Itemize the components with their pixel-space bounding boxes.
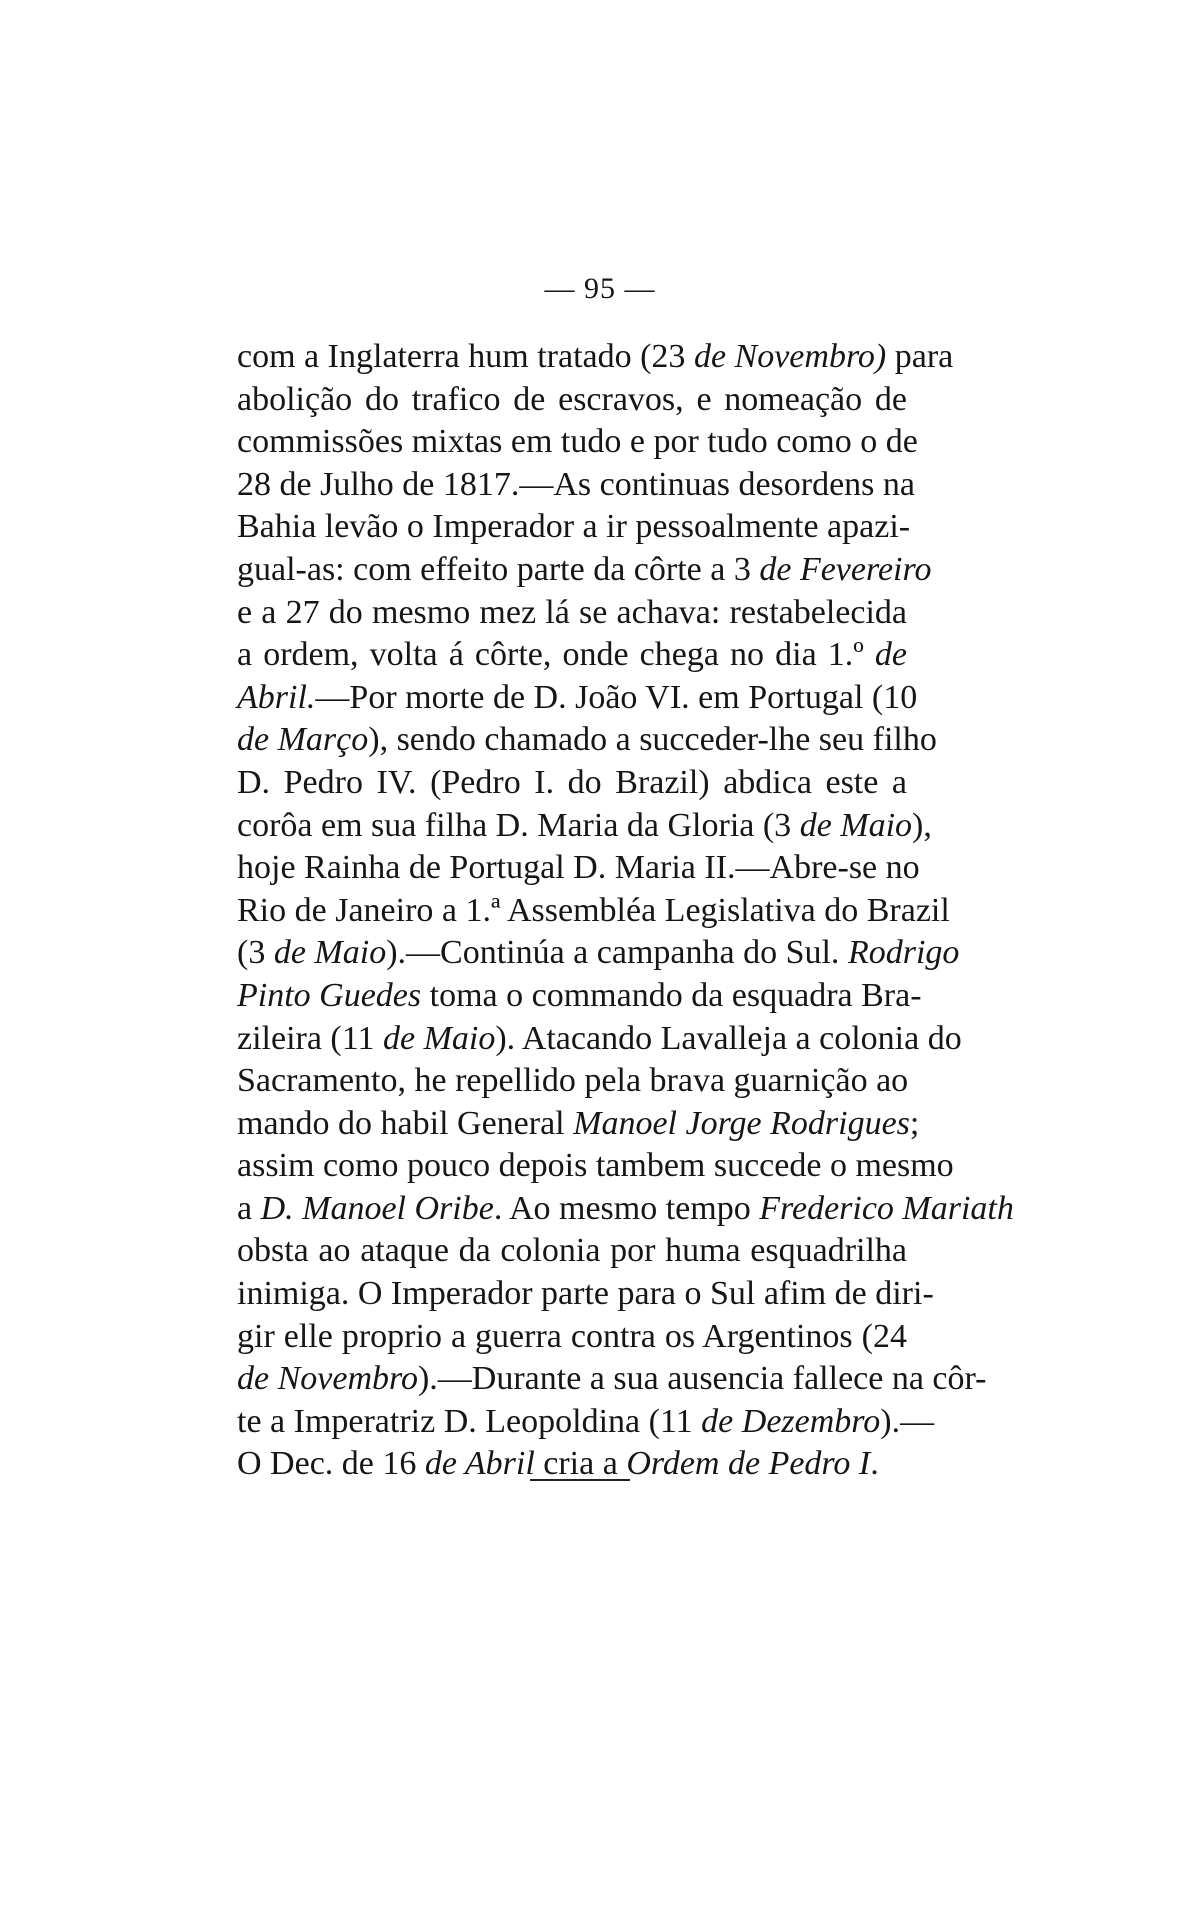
text-line (237, 592, 907, 635)
text-line (237, 890, 950, 933)
italic-run: Pinto Guedes (237, 976, 422, 1014)
text-line (237, 464, 916, 507)
text-run: Rio de Janeiro a 1.ª Assembléa Legislativa do Brazil (237, 891, 950, 929)
text-run: 28 de Julho de 1817.—As continuas desordens na (237, 465, 916, 503)
text-line (237, 1230, 907, 1273)
text-run: para (886, 338, 954, 375)
text-line (237, 1273, 934, 1316)
text-line (237, 1103, 920, 1146)
italic-run: Manoel Jorge Rodrigues (573, 1104, 910, 1142)
text-line (237, 1145, 954, 1188)
text-line (237, 634, 907, 677)
text-run: ), (912, 806, 932, 844)
text-run: . (870, 1445, 879, 1483)
text-run: zileira (11 (237, 1019, 383, 1057)
text-run: toma o commando da esquadra Bra- (421, 976, 922, 1014)
text-run: com a Inglaterra hum tratado (23 (237, 338, 694, 375)
text-line (237, 549, 932, 592)
text-run: . Ao mesmo tempo (493, 1189, 760, 1227)
text-run: Sacramento, he repellido pela brava guarnição ao (237, 1062, 909, 1100)
text-run: obsta ao ataque da colonia por huma esquadrilha (237, 1232, 907, 1270)
italic-run: de Fevereiro (759, 550, 932, 588)
text-run: O Dec. de 16 (237, 1445, 425, 1483)
text-run: gual-as: com effeito parte da côrte a 3 (237, 550, 760, 588)
text-line (237, 1188, 1014, 1231)
italic-run: de Novembro) (693, 338, 887, 375)
text-run: ; (909, 1104, 920, 1142)
text-run: gir elle proprio a guerra contra os Argentinos (24 (237, 1317, 907, 1355)
text-run: e a 27 do mesmo mez lá se achava: restabelecida (237, 593, 907, 631)
text-line (237, 932, 960, 975)
italic-run: de Maio (273, 934, 387, 972)
text-run: commissões mixtas em tudo e por tudo como o de (237, 423, 918, 461)
text-line (237, 762, 907, 805)
italic-run: de Abril (424, 1445, 535, 1483)
italic-run: de Março (237, 721, 369, 759)
text-line (237, 336, 954, 379)
text-run: hoje Rainha de Portugal D. Maria II.—Abre-se no (237, 849, 920, 887)
text-run: a (237, 1189, 261, 1227)
text-line (237, 1401, 935, 1444)
text-line (237, 975, 922, 1018)
italic-run: de (874, 636, 907, 674)
body-text (237, 336, 1014, 1486)
text-run: corôa em sua filha D. Maria da Gloria (3 (237, 806, 800, 844)
text-run: inimiga. O Imperador parte para o Sul afim de diri- (237, 1275, 934, 1313)
text-run: cria a (534, 1445, 627, 1483)
text-run: a ordem, volta á côrte, onde chega no dia 1.º (237, 636, 875, 674)
italic-run: Rodrigo (847, 934, 960, 972)
text-run: mando do habil General (237, 1104, 574, 1142)
text-line (237, 506, 911, 549)
text-run: ).—Continúa a campanha do Sul. (386, 934, 848, 972)
text-line (237, 719, 937, 762)
italic-run: Frederico Mariath (759, 1189, 1014, 1227)
text-run: Bahia levão o Imperador a ir pessoalmente apazi- (237, 508, 911, 546)
page-number: — 95 — (544, 272, 656, 305)
text-line (237, 1060, 907, 1103)
text-line (237, 379, 907, 422)
text-run: te a Imperatriz D. Leopoldina (11 (237, 1402, 702, 1440)
italic-run: de Maio (383, 1019, 496, 1057)
text-run: ).— (880, 1402, 935, 1440)
text-run: (3 (237, 934, 274, 972)
text-line (237, 677, 918, 720)
closing-rule (530, 1479, 630, 1481)
text-line (237, 847, 920, 890)
text-line (237, 1316, 907, 1359)
text-line (237, 1358, 987, 1401)
italic-run: de Dezembro (701, 1402, 881, 1440)
text-run: ), sendo chamado a succeder-lhe seu filho (368, 721, 937, 759)
italic-run: Abril. (237, 678, 316, 716)
italic-run: Ordem de Pedro I (626, 1445, 871, 1483)
text-line (237, 805, 932, 848)
text-run: ).—Durante a sua ausencia fallece na côr- (417, 1360, 987, 1398)
text-run: ). Atacando Lavalleja a colonia do (495, 1019, 962, 1057)
text-line (237, 1018, 962, 1061)
italic-run: de Maio (799, 806, 913, 844)
text-run: assim como pouco depois tambem succede o mesmo (237, 1147, 954, 1185)
text-run: abolição do trafico de escravos, e nomeação de (237, 380, 907, 418)
text-run: D. Pedro IV. (Pedro I. do Brazil) abdica este a (237, 763, 907, 801)
text-run: —Por morte de D. João VI. em Portugal (10 (315, 678, 918, 716)
italic-run: D. Manoel Oribe (260, 1189, 494, 1227)
italic-run: de Novembro (237, 1360, 418, 1398)
text-line (237, 421, 918, 464)
